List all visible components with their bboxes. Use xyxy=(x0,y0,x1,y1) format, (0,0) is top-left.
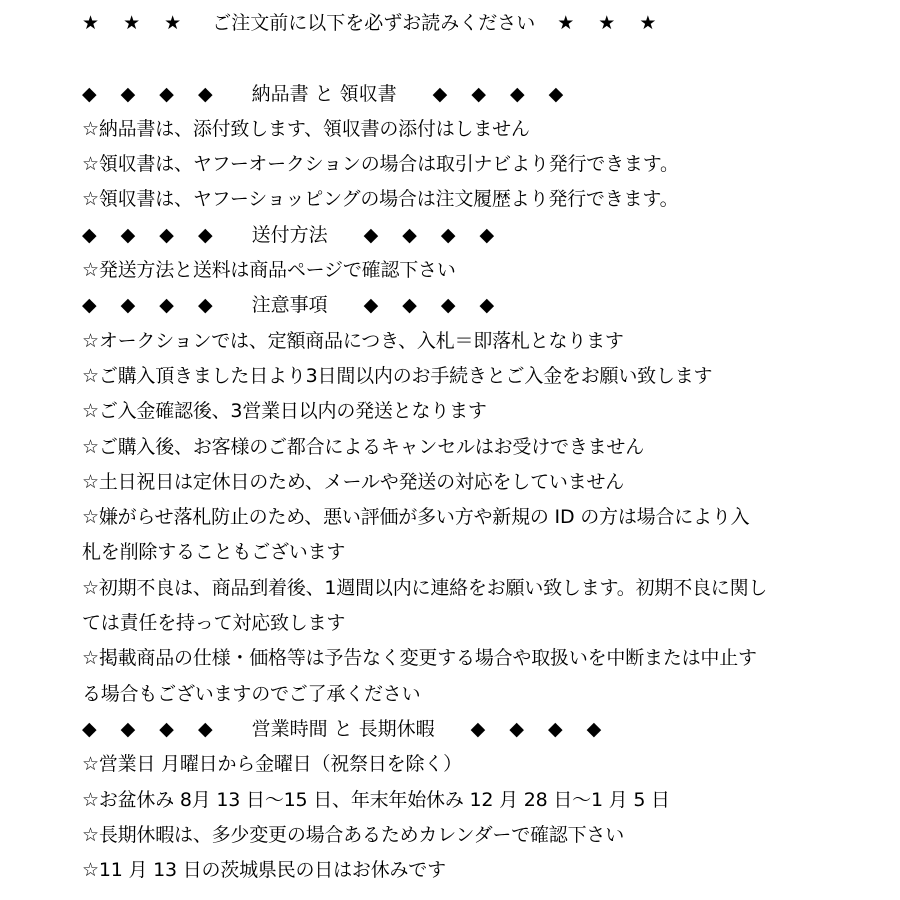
diamonds-right: ◆ ◆ ◆ ◆ xyxy=(470,717,611,740)
diamonds-left: ◆ ◆ ◆ ◆ xyxy=(82,294,222,317)
list-item: ☆土日祝日は定休日のため、メールや発送の対応をしていません xyxy=(82,470,625,493)
stars-right: ★ ★ ★ xyxy=(557,12,666,34)
diamonds-left: ◆ ◆ ◆ ◆ xyxy=(82,717,222,740)
notice-title xyxy=(82,6,842,41)
section-title-shipping: 送付方法 xyxy=(251,223,328,246)
list-item: ☆嫌がらせ落札防止のため、悪い評価が多い方や新規の ID の方は場合により入 xyxy=(82,506,750,529)
list-item: ☆11 月 13 日の茨城県民の日はお休みです xyxy=(82,859,446,882)
section-heading-hours xyxy=(82,712,842,747)
list-item: ☆ご入金確認後、3営業日以内の発送となります xyxy=(82,400,487,423)
list-item: ☆領収書は、ヤフーショッピングの場合は注文履歴より発行できます。 xyxy=(82,188,679,211)
list-item: る場合もございますのでご了承ください xyxy=(82,682,421,705)
section-title-notes: 注意事項 xyxy=(251,294,328,317)
diamonds-right: ◆ ◆ ◆ ◆ xyxy=(363,223,504,246)
diamonds-right: ◆ ◆ ◆ ◆ xyxy=(432,82,573,105)
list-item: 札を削除することもございます xyxy=(82,541,346,564)
list-item: ☆発送方法と送料は商品ページで確認下さい xyxy=(82,259,456,282)
section-heading-invoice xyxy=(82,77,842,112)
list-item: ☆オークションでは、定額商品につき、入札＝即落札となります xyxy=(82,329,624,352)
list-item: ☆初期不良は、商品到着後、1週間以内に連絡をお願い致します。初期不良に関し xyxy=(82,576,768,599)
section-title-hours: 営業時間 と 長期休暇 xyxy=(251,717,435,740)
notice-document xyxy=(82,6,842,888)
list-item: ☆ご購入後、お客様のご都合によるキャンセルはお受けできません xyxy=(82,435,645,458)
list-item: ☆納品書は、添付致します、領収書の添付はしません xyxy=(82,117,530,140)
diamonds-right: ◆ ◆ ◆ ◆ xyxy=(363,294,504,317)
list-item: ては責任を持って対応致します xyxy=(82,612,346,635)
stars-left: ★ ★ ★ xyxy=(82,12,191,34)
list-item: ☆掲載商品の仕様・価格等は予告なく変更する場合や取扱いを中断または中止す xyxy=(82,647,757,670)
list-item: ☆営業日 月曜日から金曜日（祝祭日を除く） xyxy=(82,753,462,776)
spacer xyxy=(82,41,842,76)
section-heading-notes xyxy=(82,288,842,323)
diamonds-left: ◆ ◆ ◆ ◆ xyxy=(82,223,222,246)
section-heading-shipping xyxy=(82,218,842,253)
notice-title-text: ご注文前に以下を必ずお読みください xyxy=(212,12,536,34)
list-item: ☆ご購入頂きました日より3日間以内のお手続きとご入金をお願い致します xyxy=(82,364,713,387)
diamonds-left: ◆ ◆ ◆ ◆ xyxy=(82,82,222,105)
list-item: ☆領収書は、ヤフーオークションの場合は取引ナビより発行できます。 xyxy=(82,153,679,176)
list-item: ☆お盆休み 8月 13 日～15 日、年末年始休み 12 月 28 日～1 月 5 日 xyxy=(82,788,670,811)
list-item: ☆長期休暇は、多少変更の場合あるためカレンダーで確認下さい xyxy=(82,823,624,846)
section-title-invoice: 納品書 と 領収書 xyxy=(251,82,397,105)
